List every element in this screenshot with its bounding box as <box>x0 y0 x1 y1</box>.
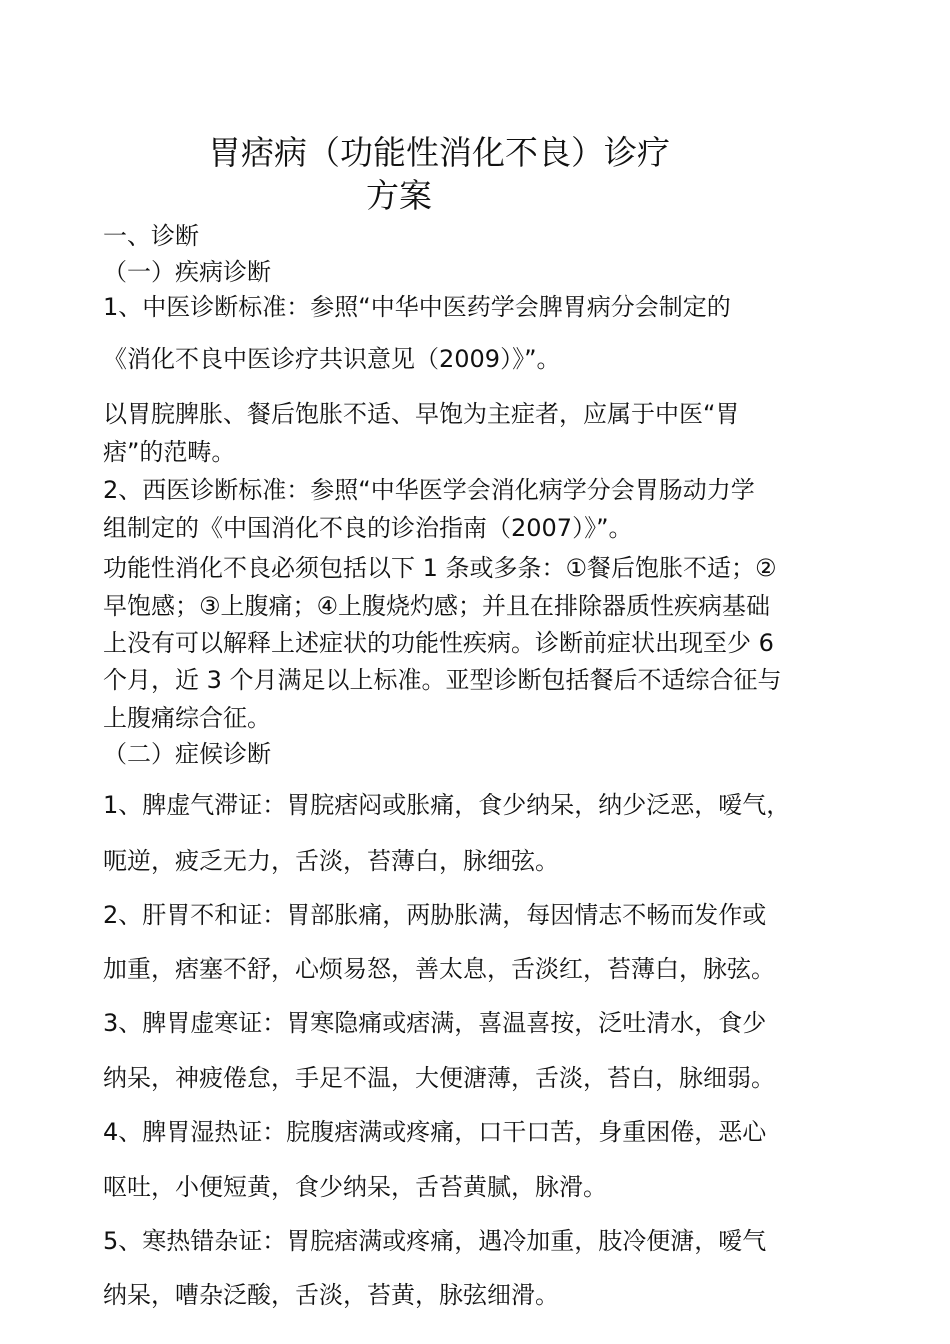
fd-criteria-line-3: 上没有可以解释上述症状的功能性疾病。诊断前症状出现至少 6 <box>103 629 774 657</box>
syndrome-2-line-2: 加重，痞塞不舒，心烦易怒，善太息，舌淡红，苔薄白，脉弦。 <box>103 955 775 983</box>
wm-criteria-line-1: 2、西医诊断标准：参照“中华医学会消化病学分会胃肠动力学 <box>103 476 755 504</box>
wm-criteria-line-2: 组制定的《中国消化不良的诊治指南（2007）》”。 <box>103 514 633 542</box>
tcm-criteria-line-1: 1、中医诊断标准：参照“中华中医药学会脾胃病分会制定的 <box>103 293 731 321</box>
tcm-symptom-line-2: 痞”的范畴。 <box>103 438 236 466</box>
syndrome-3-line-1: 3、脾胃虚寒证：胃寒隐痛或痞满，喜温喜按，泛吐清水，食少 <box>103 1009 767 1037</box>
section-heading-diagnosis: 一、诊断 <box>103 222 199 250</box>
syndrome-4-line-2: 呕吐，小便短黄，食少纳呆，舌苔黄腻，脉滑。 <box>103 1173 607 1201</box>
syndrome-3-line-2: 纳呆，神疲倦怠，手足不温，大便溏薄，舌淡，苔白，脉细弱。 <box>103 1064 775 1092</box>
syndrome-2-line-1: 2、肝胃不和证：胃部胀痛，两胁胀满，每因情志不畅而发作或 <box>103 901 767 929</box>
fd-criteria-line-5: 上腹痛综合征。 <box>103 704 271 732</box>
syndrome-1-line-1: 1、脾虚气滞证：胃脘痞闷或胀痛，食少纳呆，纳少泛恶，嗳气， <box>103 791 791 819</box>
tcm-criteria-line-2: 《消化不良中医诊疗共识意见（2009）》”。 <box>103 345 561 373</box>
syndrome-5-line-2: 纳呆，嘈杂泛酸，舌淡，苔黄，脉弦细滑。 <box>103 1281 559 1309</box>
fd-criteria-line-4: 个月，近 3 个月满足以上标准。亚型诊断包括餐后不适综合征与 <box>103 666 782 694</box>
fd-criteria-line-2: 早饱感；③上腹痛；④上腹烧灼感；并且在排除器质性疾病基础 <box>103 592 771 620</box>
syndrome-4-line-1: 4、脾胃湿热证：脘腹痞满或疼痛，口干口苦，身重困倦，恶心 <box>103 1118 767 1146</box>
subheading-syndrome-diagnosis: （二）症候诊断 <box>103 740 271 768</box>
page-title-line-2: 方案 <box>366 176 432 215</box>
syndrome-1-line-2: 呃逆，疲乏无力，舌淡，苔薄白，脉细弦。 <box>103 847 559 875</box>
page-title-line-1: 胃痞病（功能性消化不良）诊疗 <box>208 133 670 172</box>
tcm-symptom-line-1: 以胃脘脾胀、餐后饱胀不适、早饱为主症者，应属于中医“胃 <box>103 400 740 428</box>
subheading-disease-diagnosis: （一）疾病诊断 <box>103 258 271 286</box>
fd-criteria-line-1: 功能性消化不良必须包括以下 1 条或多条：①餐后饱胀不适；② <box>103 554 777 582</box>
syndrome-5-line-1: 5、寒热错杂证：胃脘痞满或疼痛，遇冷加重，肢冷便溏，嗳气 <box>103 1227 767 1255</box>
